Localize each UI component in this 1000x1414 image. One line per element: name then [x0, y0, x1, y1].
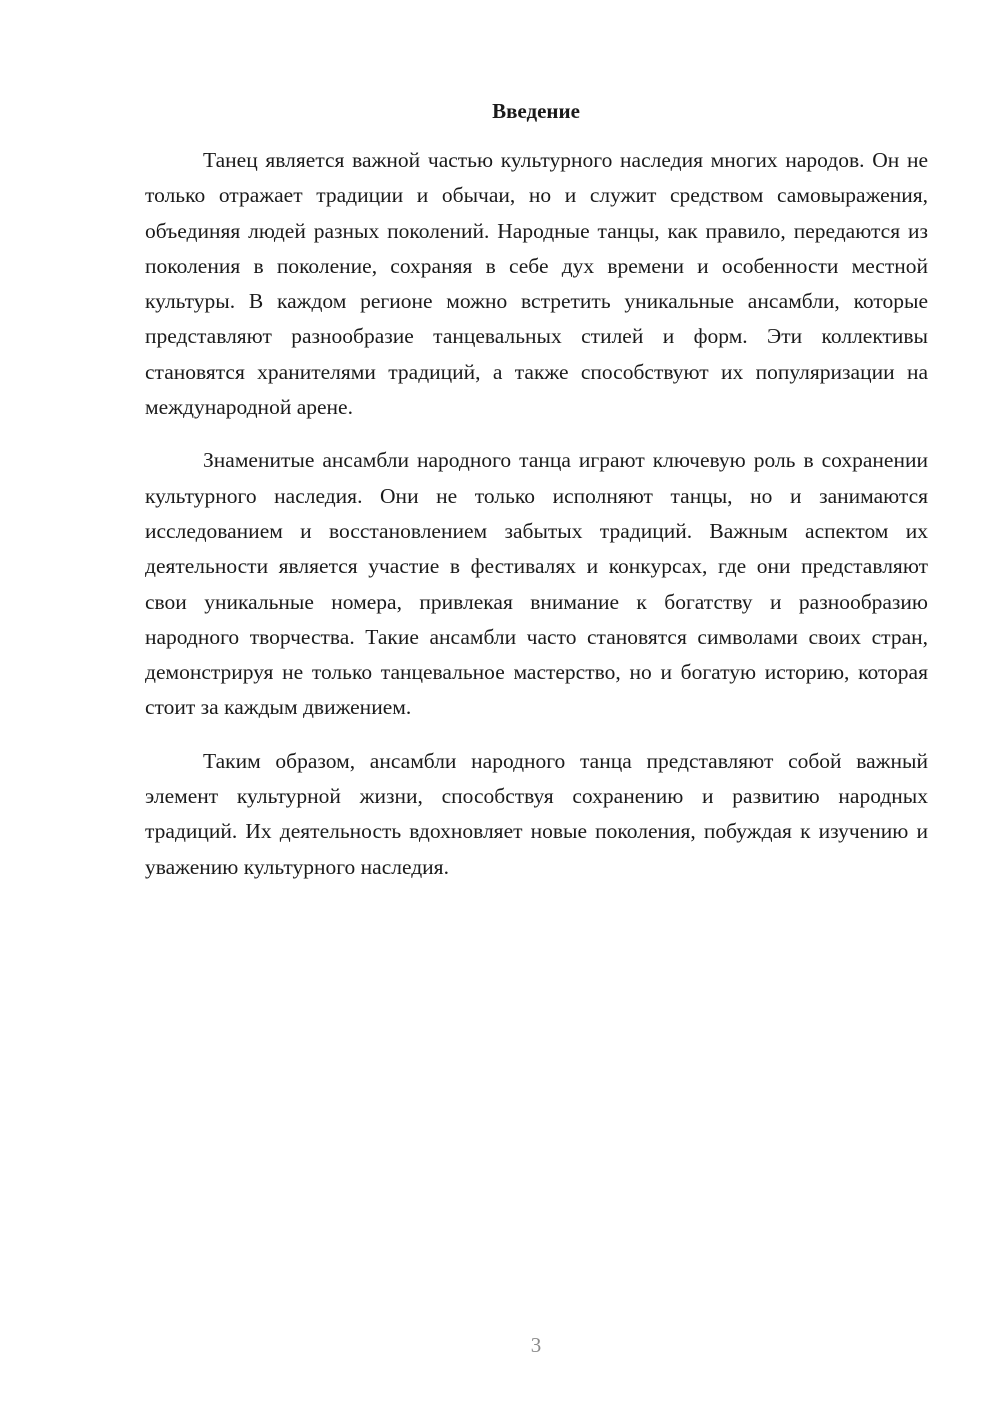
paragraph-1: Танец является важной частью культурного наследия многих народов. Он не только отражает традиции и обычаи, но и служит средством самовыражения, объединяя людей разных поколений. Народные танцы, как правило, передаются из поколения в поколение, сохраняя в себе дух времени и особенности местной культуры. В каждом регионе можно встретить уникальные ансамбли, которые представляют разнообразие танцевальных стилей и форм. Эти коллективы становятся хранителями традиций, а также способствуют их популяризации на международной арене. [145, 148, 928, 420]
paragraph-3: Таким образом, ансамбли народного танца представляют собой важный элемент культурной жизни, способствуя сохранению и развитию народных традиций. Их деятельность вдохновляет новые поколения, побуждая к изучению и уважению культурного наследия. [145, 748, 928, 879]
page-number: 3 [530, 1333, 542, 1357]
body-text [145, 143, 928, 885]
paragraph-2: Знаменитые ансамбли народного танца играют ключевую роль в сохранении культурного наследия. Они не только исполняют танцы, но и занимаются исследованием и восстановлением забытых традиций. Важным аспектом их деятельности является участие в фестивалях и конкурсах, где они представляют свои уникальные номера, привлекая внимание к богатству и разнообразию народного творчества. Такие ансамбли часто становятся символами своих стран, демонстрируя не только танцевальное мастерство, но и богатую историю, которая стоит за каждым движением. [145, 448, 928, 720]
section-heading: Введение [492, 99, 580, 123]
